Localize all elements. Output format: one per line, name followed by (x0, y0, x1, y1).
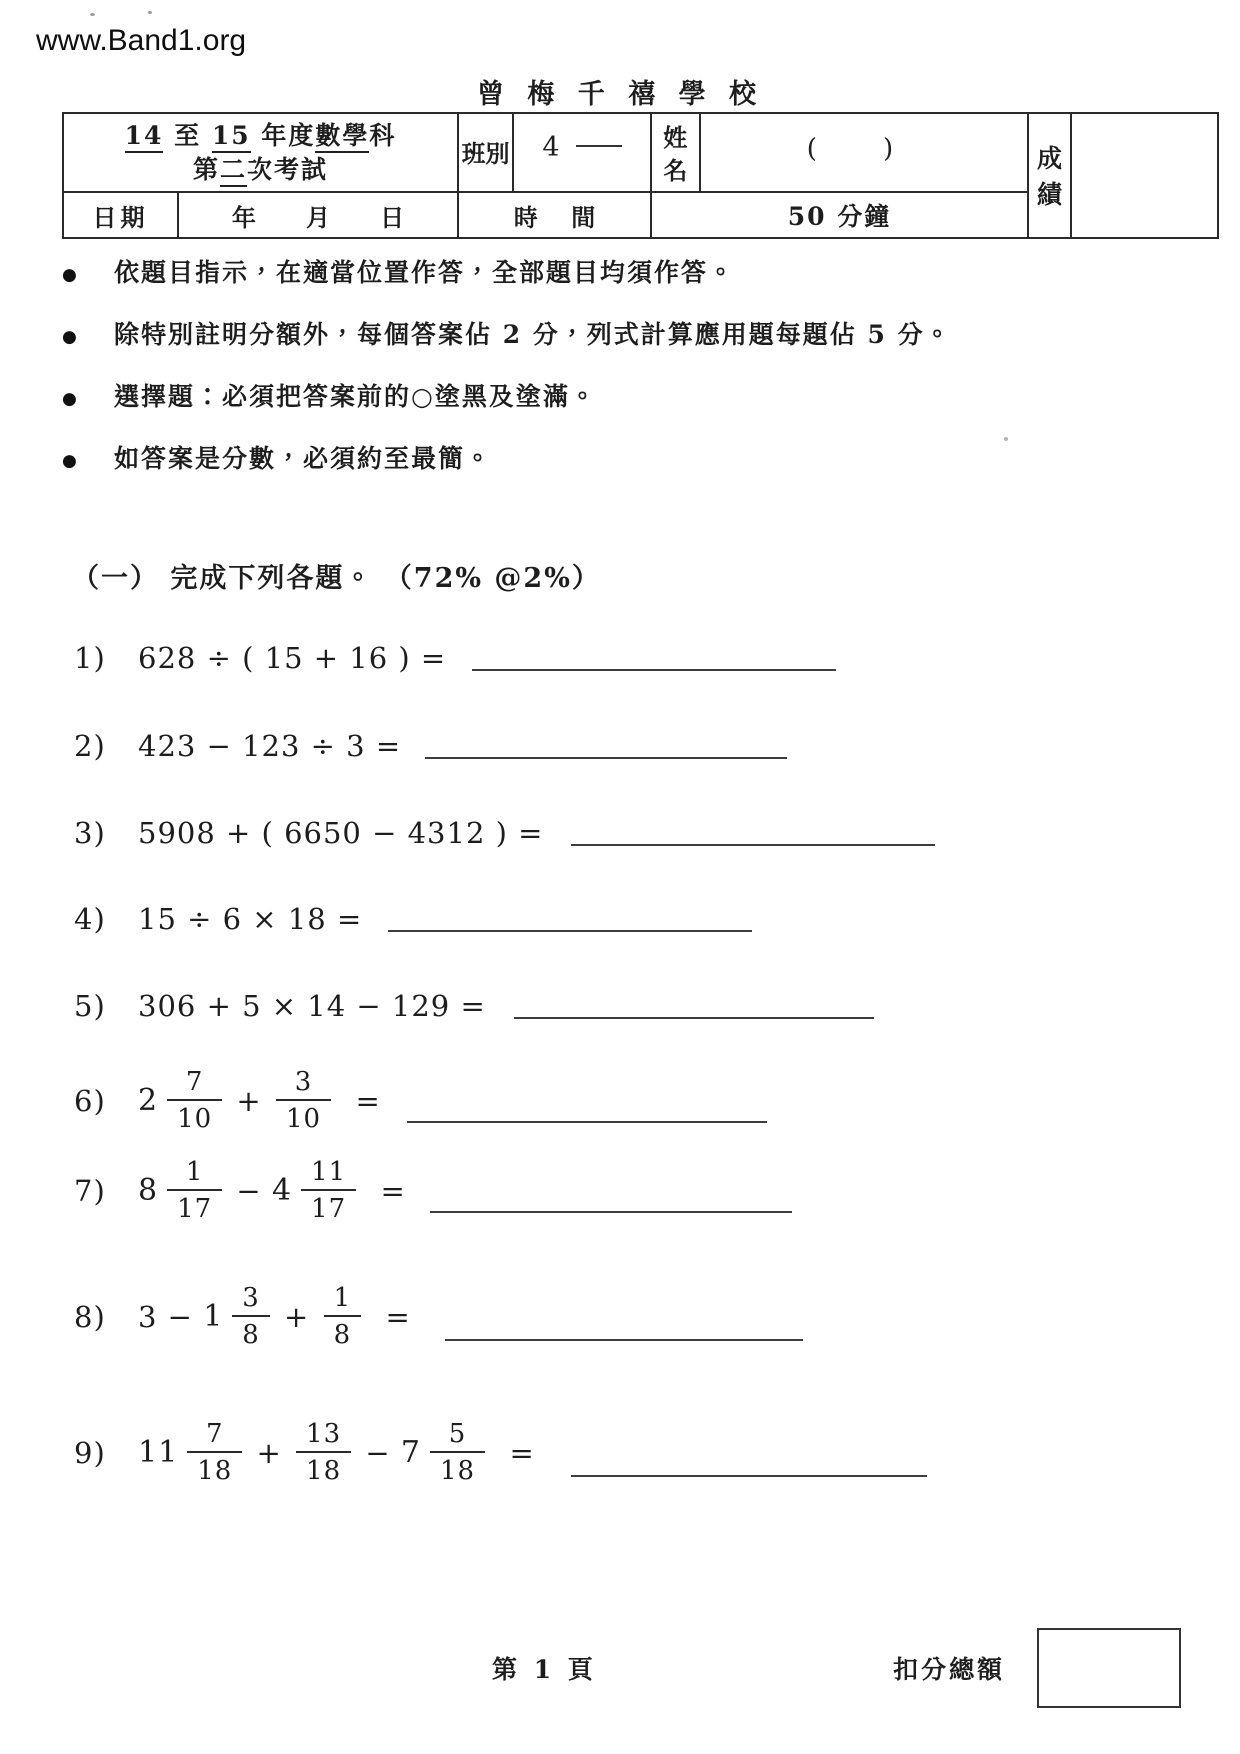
fraction-numerator: 1 (167, 1158, 222, 1191)
expression-text: + (246, 1435, 293, 1470)
deduction-total-box (1037, 1628, 1181, 1708)
name-label: 姓名 (650, 114, 699, 191)
question-number: 4) (74, 902, 106, 936)
question-number: 6) (74, 1083, 106, 1118)
fraction (272, 1158, 360, 1223)
fraction-denominator: 10 (177, 1104, 213, 1134)
question-row (74, 728, 787, 764)
expression-text: = (335, 1083, 381, 1118)
instructions-list (62, 256, 1162, 504)
instruction-text: 選擇題：必須把答案前的○塗黑及塗滿。 (114, 382, 597, 411)
question-row (74, 1158, 792, 1223)
exam-title-line1 (125, 119, 397, 153)
date-label: 日期 (64, 191, 177, 237)
question-row (74, 1068, 767, 1133)
title-segment: 二 (220, 155, 247, 187)
answer-blank-line (445, 1338, 803, 1341)
expression-text: 5908 + ( 6650 − 4312 ) = (138, 816, 544, 850)
fraction (272, 1068, 335, 1133)
instruction-item (62, 256, 1162, 292)
fraction-numerator: 1 (324, 1284, 362, 1317)
question-number: 8) (74, 1299, 106, 1334)
title-segment: 科 (369, 120, 397, 150)
fraction-denominator: 8 (333, 1320, 352, 1350)
fraction-whole-number: 11 (138, 1434, 179, 1470)
fraction-numerator: 7 (167, 1068, 222, 1101)
fraction-numerator: 7 (187, 1420, 242, 1453)
exam-header-table (62, 112, 1219, 239)
bullet-icon: ● (62, 389, 77, 409)
bullet-icon: ● (62, 265, 77, 285)
fraction (138, 1158, 226, 1223)
expression-text: 628 ÷ ( 15 + 16 ) = (138, 641, 447, 675)
question-number: 2) (74, 729, 106, 763)
expression-text: = (360, 1173, 406, 1208)
fraction-denominator: 18 (306, 1456, 342, 1486)
fraction-whole-number: 8 (138, 1172, 159, 1208)
question-row (74, 901, 752, 937)
exam-title-cell (64, 114, 457, 191)
instruction-text: 依題目指示，在適當位置作答，全部題目均須作答。 (114, 258, 736, 287)
answer-blank-line (571, 1474, 927, 1477)
class-value-cell (512, 114, 650, 191)
question-number: 7) (74, 1173, 106, 1208)
question-row (74, 1284, 803, 1349)
title-segment: 至 (163, 120, 212, 150)
class-blank-line (576, 144, 622, 147)
expression-text: 15 ÷ 6 × 18 = (138, 902, 363, 936)
instruction-text: 如答案是分數，必須約至最簡。 (114, 444, 493, 473)
expression-text: + (273, 1299, 320, 1334)
title-segment: 14 (125, 121, 164, 153)
question-number: 9) (74, 1435, 106, 1470)
answer-blank-line (571, 843, 935, 846)
fraction-numerator: 3 (232, 1284, 270, 1317)
fraction-denominator: 18 (197, 1456, 233, 1486)
expression-text: − (355, 1435, 401, 1470)
answer-blank-line (425, 756, 787, 759)
question-row (74, 640, 836, 676)
fraction-numerator: 13 (296, 1420, 351, 1453)
instruction-item (62, 318, 1162, 354)
date-value: 年 月 日 (177, 191, 457, 237)
scan-speck (90, 13, 95, 16)
watermark-text: www.Band1.org (36, 24, 247, 57)
title-segment: 數學 (315, 121, 369, 153)
answer-blank-line (407, 1120, 767, 1123)
deduction-total-label: 扣分總額 (893, 1655, 1006, 1684)
fraction (292, 1420, 355, 1485)
name-blank-cell (699, 114, 1027, 191)
question-number: 1) (74, 641, 106, 675)
question-row (74, 815, 935, 851)
expression-text: = (489, 1435, 535, 1470)
fraction-numerator: 5 (430, 1420, 485, 1453)
duration-value: 50 分鐘 (650, 191, 1027, 237)
expression-text: = (365, 1299, 411, 1334)
title-segment: 次考試 (247, 154, 329, 184)
answer-blank-line (514, 1016, 874, 1019)
fraction-whole-number: 7 (400, 1434, 421, 1470)
title-segment: 15 (212, 121, 251, 153)
score-label: 成績 (1027, 114, 1070, 237)
fraction (401, 1420, 489, 1485)
title-segment: 年度 (250, 120, 316, 150)
fraction-denominator: 17 (311, 1194, 347, 1224)
school-name: 曾 梅 千 禧 學 校 (477, 79, 763, 110)
scan-speck (148, 11, 152, 14)
expression-text: − (226, 1173, 272, 1208)
fraction-whole-number: 1 (203, 1298, 224, 1334)
question-row (74, 1420, 927, 1485)
instruction-item (62, 380, 1162, 416)
fraction (203, 1284, 274, 1349)
expression-text: 3 − (138, 1299, 204, 1334)
fraction-whole-number: 4 (271, 1172, 293, 1208)
fraction-numerator: 11 (301, 1158, 356, 1191)
title-segment: 第 (192, 154, 220, 184)
expression-text: 423 − 123 ÷ 3 = (138, 729, 402, 763)
fraction-numerator: 3 (276, 1068, 331, 1101)
time-label: 時 間 (457, 191, 650, 237)
question-row (74, 988, 874, 1024)
fraction-denominator: 10 (285, 1104, 322, 1134)
class-value: 4 (542, 132, 560, 163)
question-number: 3) (74, 816, 106, 850)
bullet-icon: ● (62, 327, 77, 347)
fraction-denominator: 17 (177, 1194, 213, 1224)
exam-title-line2 (193, 153, 328, 187)
fraction (138, 1420, 246, 1485)
fraction (320, 1284, 366, 1349)
question-number: 5) (74, 989, 106, 1023)
answer-blank-line (430, 1210, 792, 1213)
fraction (138, 1068, 226, 1133)
answer-blank-line (388, 929, 752, 932)
page-number: 第 1 頁 (492, 1655, 597, 1684)
fraction-denominator: 18 (439, 1456, 476, 1486)
section-heading: （一） 完成下列各題。 （72% @2%） (72, 563, 601, 594)
score-box (1070, 114, 1217, 237)
class-label: 班別 (457, 114, 512, 191)
expression-text: + (226, 1083, 272, 1118)
fraction-denominator: 8 (242, 1320, 260, 1350)
answer-blank-line (472, 668, 836, 671)
fraction-whole-number: 2 (138, 1082, 159, 1118)
name-paren: ( ) (806, 133, 894, 164)
instruction-text: 除特別註明分額外，每個答案佔 2 分，列式計算應用題每題佔 5 分。 (114, 320, 952, 349)
bullet-icon: ● (62, 451, 77, 471)
expression-text: 306 + 5 × 14 − 129 = (138, 989, 486, 1023)
instruction-item (62, 442, 1162, 478)
